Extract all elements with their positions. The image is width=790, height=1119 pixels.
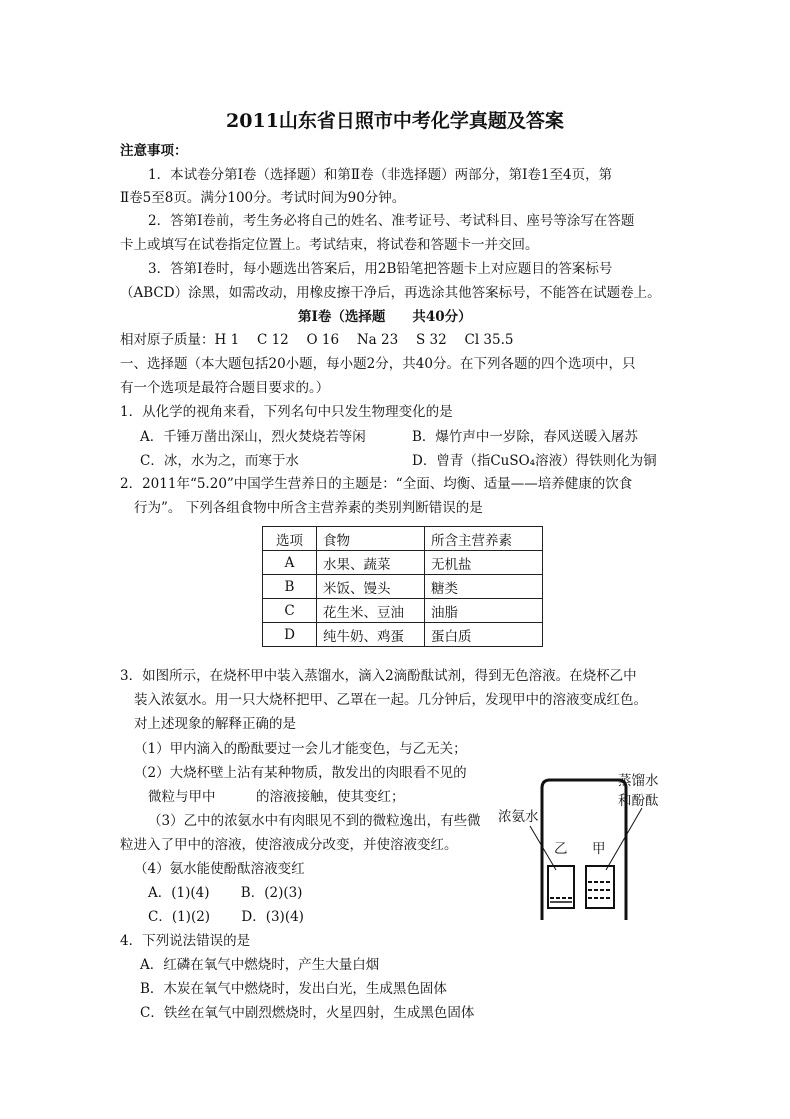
q3-options-cd: C．(1)(2) D．(3)(4) (148, 909, 304, 925)
q1-option-b: B．爆竹声中一岁除，春风送暖入屠苏 (412, 429, 638, 445)
q4-option-b: B．木炭在氧气中燃烧时，发出白光，生成黑色固体 (140, 981, 447, 997)
table-row (263, 599, 543, 623)
notice-line: Ⅱ卷5至8页。满分100分。考试时间为90分钟。 (120, 190, 406, 206)
q3-stem: 对上述现象的解释正确的是 (134, 716, 296, 732)
q4-option-a: A．红磷在氧气中燃烧时，产生大量白烟 (140, 957, 380, 973)
table-cell: C (263, 599, 317, 623)
leader-water (606, 808, 642, 870)
table-cell: 蛋白质 (425, 623, 543, 647)
label-distilled-water: 蒸馏水 (618, 773, 659, 789)
page-title: 2011山东省日照市中考化学真题及答案 (226, 110, 564, 132)
beaker-jia (586, 866, 614, 908)
table-cell: B (263, 575, 317, 599)
label-ammonia: 浓氨水 (498, 809, 539, 825)
label-phenolphthalein: 和酚酞 (618, 793, 659, 809)
table-header-cell: 所含主营养素 (425, 527, 543, 551)
notice-line: （ABCD）涂黑，如需改动，用橡皮擦干净后，再选涂其他答案标号，不能答在试题卷上。 (120, 285, 661, 301)
q1-option-c: C．冰，水为之，而寒于水 (140, 453, 299, 469)
table-cell: 花生米、豆油 (317, 599, 425, 623)
table-cell: 糖类 (425, 575, 543, 599)
table-cell: 油脂 (425, 599, 543, 623)
q3-options-ab: A．(1)(4) B．(2)(3) (148, 885, 303, 901)
q3-statement-3-cont: 粒进入了甲中的溶液，使溶液成分改变，并使溶液变红。 (120, 837, 458, 853)
atomic-masses: 相对原子质量：H 1 C 12 O 16 Na 23 S 32 Cl 35.5 (120, 332, 514, 348)
q2-stem: 行为”。 下列各组食物中所含主营养素的类别判断错误的是 (134, 500, 483, 516)
table-cell: 米饭、馒头 (317, 575, 425, 599)
q3-statement-4: （4）氨水能使酚酞溶液变红 (134, 861, 305, 877)
notice-line: 卡上或填写在试卷指定位置上。考试结束，将试卷和答题卡一并交回。 (120, 237, 539, 253)
section-instruction: 有一个选项是最符合题目要求的。） (120, 380, 330, 396)
notice-heading: 注意事项： (120, 143, 188, 159)
q3-statement-3: （3）乙中的浓氨水中有肉眼见不到的微粒逸出，有些微 (148, 813, 481, 829)
label-beaker-yi: 乙 (554, 841, 568, 857)
section-instruction: 一、选择题（本大题包括20小题，每小题2分，共40分。在下列各题的四个选项中，只 (120, 356, 636, 372)
q1-option-d: D．曾青（指CuSO₄溶液）得铁则化为铜 (412, 453, 657, 469)
q3-statement-1: （1）甲内滴入的酚酞要过一会儿才能变色，与乙无关； (134, 741, 467, 757)
q3-stem: 装入浓氨水。用一只大烧杯把甲、乙罩在一起。几分钟后，发现甲中的溶液变成红色。 (134, 692, 647, 708)
beaker-figure (490, 770, 670, 920)
part1-heading: 第Ⅰ卷（选择题 共40分） (298, 309, 472, 325)
table-cell: 无机盐 (425, 551, 543, 575)
q1-stem: 1．从化学的视角来看，下列名句中只发生物理变化的是 (120, 404, 453, 420)
q4-option-c: C．铁丝在氧气中剧烈燃烧时，火星四射，生成黑色固体 (140, 1005, 475, 1021)
q3-stem: 3．如图所示，在烧杯甲中装入蒸馏水，滴入2滴酚酞试剂，得到无色溶液。在烧杯乙中 (120, 668, 637, 684)
table-cell: 水果、蔬菜 (317, 551, 425, 575)
table-row (263, 623, 543, 647)
table-cell: 纯牛奶、鸡蛋 (317, 623, 425, 647)
q1-option-a: A．千锤万凿出深山，烈火焚烧若等闲 (140, 429, 366, 445)
table-cell: A (263, 551, 317, 575)
notice-line: 3．答第Ⅰ卷时，每小题选出答案后，用2B铅笔把答题卡上对应题目的答案标号 (148, 261, 613, 277)
table-row (263, 575, 543, 599)
table-header-cell: 选项 (263, 527, 317, 551)
q4-stem: 4．下列说法错误的是 (120, 933, 251, 949)
table-row (263, 551, 543, 575)
notice-line: 1．本试卷分第Ⅰ卷（选择题）和第Ⅱ卷（非选择题）两部分，第Ⅰ卷1至4页，第 (148, 167, 613, 183)
label-beaker-jia: 甲 (592, 841, 606, 857)
table-header-cell: 食物 (317, 527, 425, 551)
q3-statement-2-cont: 微粒与甲中 的溶液接触，使其变红； (148, 789, 405, 805)
q3-statement-2: （2）大烧杯壁上沾有某种物质，散发出的肉眼看不见的 (134, 765, 467, 781)
table-header-row (263, 527, 543, 551)
q2-stem: 2．2011年“5.20”中国学生营养日的主题是：“全面、均衡、适量——培养健康的饮食 (120, 476, 633, 492)
notice-line: 2．答第Ⅰ卷前，考生务必将自己的姓名、准考证号、考试科目、座号等涂写在答题 (148, 213, 635, 229)
nutrient-table (262, 526, 543, 647)
table-cell: D (263, 623, 317, 647)
